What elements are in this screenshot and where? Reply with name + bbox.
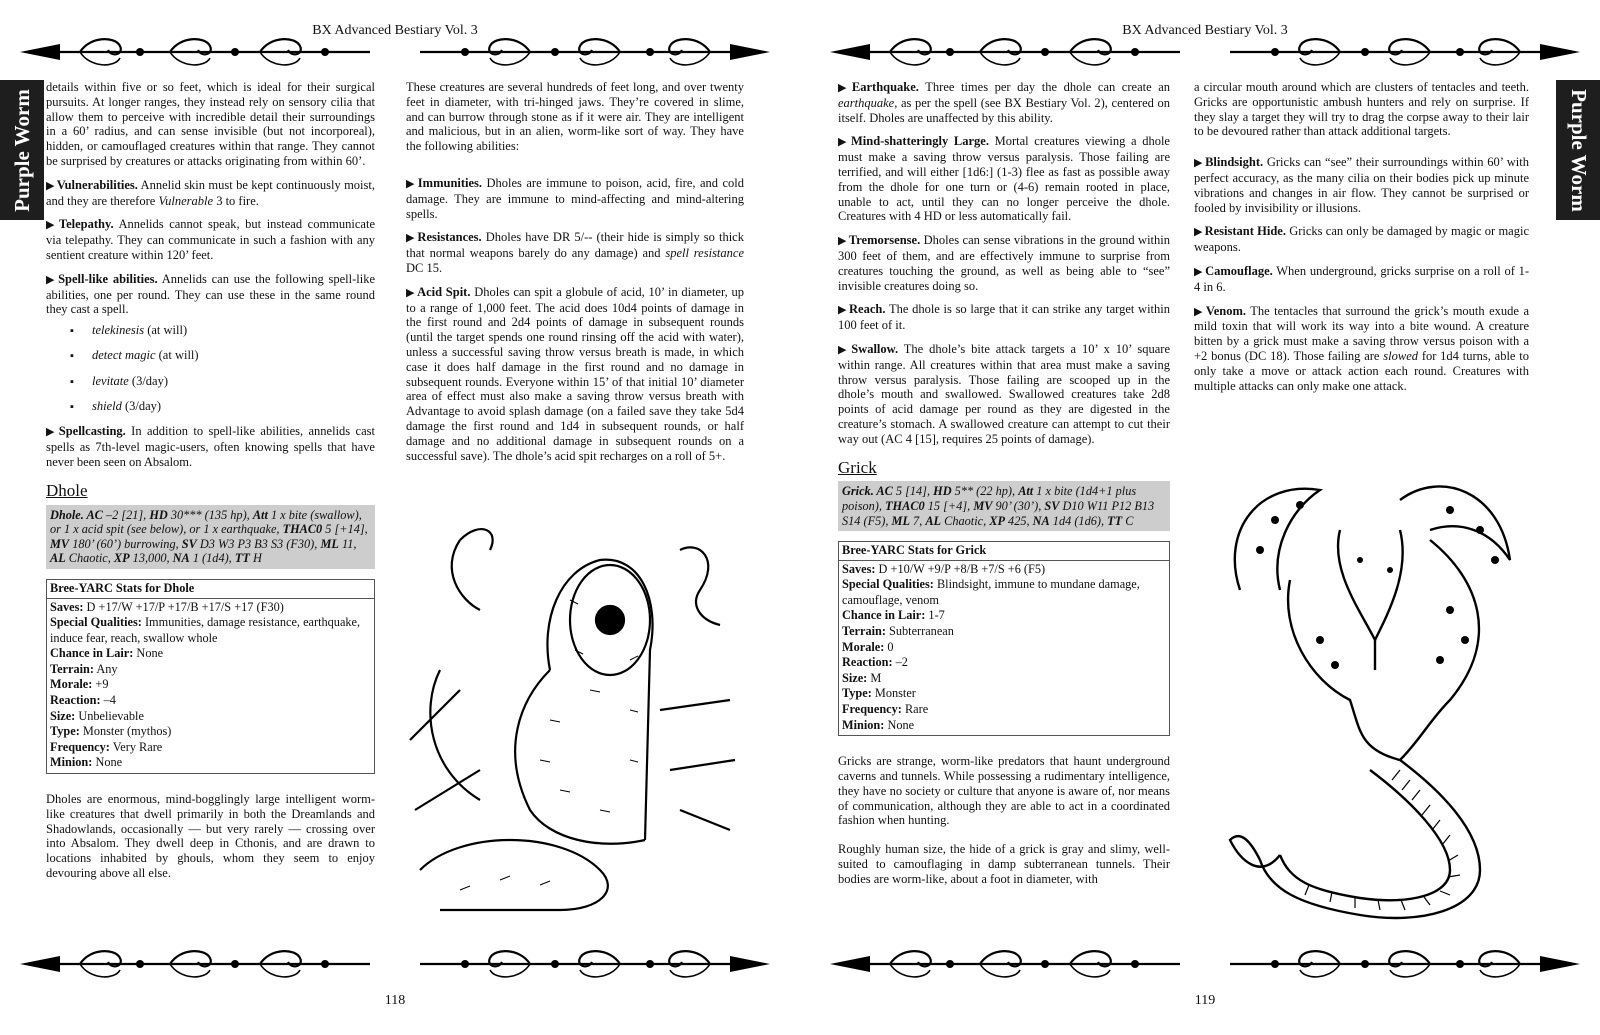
- stat-value: 30*** (135 hp),: [167, 507, 253, 522]
- ability-telepathy: [46, 217, 375, 262]
- stat-block-dhole: [46, 505, 375, 569]
- ability-name: Camouflage.: [1205, 263, 1273, 278]
- book-spine: [790, 0, 810, 1035]
- ability-text: for 1d4 turns, able to only take a move or attack action each round. Creatures with multiple attacks can only make one attack.: [1194, 348, 1529, 393]
- bree-value: None: [92, 755, 123, 770]
- stat-label: MV: [973, 498, 993, 513]
- bree-row: [842, 562, 1166, 578]
- triangle-bullet-icon: ▶: [838, 235, 847, 248]
- stat-value: 11,: [338, 536, 357, 551]
- ability-name: Tremorsense.: [848, 233, 921, 248]
- stat-value: 1d4 (1d6),: [1049, 513, 1108, 528]
- bree-label: Reaction:: [842, 655, 893, 670]
- ability-text: Dholes can sense vibrations in the ground within 300 feet of them, and are effectively immune to surprise from creatures touching the ground, as well as being able to “see” invisible creatures doing so.: [838, 233, 1170, 293]
- triangle-bullet-icon: ▶: [838, 136, 849, 149]
- ability-venom: [1194, 304, 1529, 394]
- bree-row: [842, 624, 1166, 640]
- spell-frequency: (at will): [144, 323, 188, 338]
- bree-value: 1-7: [925, 608, 945, 623]
- triangle-bullet-icon: ▶: [406, 177, 416, 190]
- bree-label: Terrain:: [842, 624, 886, 639]
- stat-value: C: [1122, 513, 1134, 528]
- bree-label: Type:: [50, 724, 80, 739]
- bree-yarc-box-dhole: [46, 579, 375, 774]
- bree-row: [50, 646, 371, 662]
- triangle-bullet-icon: ▶: [46, 273, 57, 286]
- stat-label: ML: [891, 513, 910, 528]
- ability-text: Gricks can “see” their surroundings within 60’ with perfect accuracy, as the many cilia on their bodies pick up minute vibrations and changes in air flow. They cannot be surprised or fooled by invisibility or illusions.: [1194, 155, 1529, 215]
- stat-label: AL: [50, 551, 66, 566]
- bree-row: [50, 709, 371, 725]
- ability-resistances: [406, 230, 744, 275]
- stat-label: Att: [252, 507, 268, 522]
- triangle-bullet-icon: ▶: [1194, 157, 1204, 170]
- paragraph: details within five or so feet, which is ideal for their surgical pursuits. At longer ranges, they instead rely on sensory cilia that allow them to perceive with incredible detail their surroundings in a 60’ radius, and can sense invisible (but not incorporeal), hidden, or camouflaged creatures within that range. They cannot be surprised by creatures or attacks originating from within 60’.: [46, 80, 375, 168]
- keyword: spell resistance: [665, 246, 744, 261]
- spell-frequency: (at will): [155, 348, 199, 363]
- ability-text: Annelids cannot speak, but instead communicate via telepathy. They can communicate in such a fashion with any sentient creature within 120’ feet.: [46, 217, 375, 262]
- stat-value: 1 x bite (swallow), or 1 x acid spit (see below), or 1 x earthquake,: [50, 507, 362, 537]
- triangle-bullet-icon: ▶: [1194, 265, 1204, 278]
- ability-text: When underground, gricks surprise on a roll of 1-4 in 6.: [1194, 263, 1529, 294]
- bree-row: [50, 755, 371, 771]
- stat-label: THAC0: [282, 522, 323, 537]
- stat-block-grick: [838, 481, 1170, 531]
- bree-value: Unbelievable: [75, 708, 144, 723]
- bree-row: [842, 671, 1166, 687]
- ability-spell-like: [46, 272, 375, 317]
- bree-yarc-title: Bree-YARC Stats for Dhole: [47, 580, 374, 599]
- ability-name: Resistances.: [417, 230, 482, 245]
- bree-label: Special Qualities:: [842, 577, 934, 592]
- bree-row: [50, 662, 371, 678]
- spell-list: [46, 323, 375, 415]
- triangle-bullet-icon: ▶: [406, 232, 416, 245]
- bree-value: Rare: [901, 702, 929, 717]
- stat-value: Chaotic,: [65, 551, 114, 566]
- ability-blindsight: [1194, 155, 1529, 215]
- bree-row: [842, 718, 1166, 734]
- ability-text: DC 15.: [406, 260, 443, 275]
- bree-label: Reaction:: [50, 693, 101, 708]
- stat-value: –2 [21],: [102, 507, 150, 522]
- triangle-bullet-icon: ▶: [838, 82, 850, 94]
- stat-label: AC: [83, 507, 103, 522]
- stat-label: AC: [873, 484, 893, 499]
- triangle-bullet-icon: ▶: [838, 343, 850, 356]
- ability-name: Spellcasting.: [58, 424, 126, 439]
- keyword: Vulnerable: [158, 193, 214, 208]
- bree-label: Special Qualities:: [50, 615, 142, 630]
- stat-label: SV: [1044, 498, 1060, 513]
- bree-label: Size:: [842, 670, 868, 685]
- section-heading-dhole: Dhole: [46, 480, 88, 500]
- stat-label: XP: [989, 513, 1005, 528]
- bree-value: –2: [892, 655, 908, 670]
- paragraph: Dholes are enormous, mind-bogglingly large intelligent worm-like creatures that dwell primarily in both the Dreamlands and Shadowlands, occasionally — but very rarely — crossing over into Absalom. They dwell deep in Cthonis, and are drawn to locations inhabited by ghouls, whom they seem to enjoy devouring above all else.: [46, 792, 375, 881]
- ability-text: The dhole is so large that it can strike any target within 100 feet of it.: [838, 302, 1170, 333]
- ability-name: Vulnerabilities.: [56, 177, 138, 192]
- stat-label: SV: [181, 536, 197, 551]
- ability-name: Swallow.: [851, 341, 899, 356]
- grick-illustration: [1200, 470, 1545, 935]
- ability-mind-shattering: [838, 134, 1170, 224]
- bree-yarc-title: Bree-YARC Stats for Grick: [839, 542, 1169, 561]
- ability-name: Resistant Hide.: [1204, 224, 1286, 239]
- stat-label: TT: [1107, 513, 1123, 528]
- bree-row: [50, 740, 371, 756]
- section-heading-grick: Grick: [838, 457, 877, 477]
- bree-label: Chance in Lair:: [50, 646, 134, 661]
- triangle-bullet-icon: ▶: [406, 286, 416, 299]
- bree-row: [842, 686, 1166, 702]
- bottom-ornament-right: [830, 950, 1580, 978]
- ability-name: Acid Spit.: [417, 284, 471, 299]
- list-item: [70, 399, 375, 415]
- left-page-column-1: [46, 80, 375, 881]
- stat-label: HD: [933, 484, 952, 499]
- bree-row: [842, 702, 1166, 718]
- section-tab-label: Purple Worm: [9, 88, 34, 212]
- bree-label: Type:: [842, 686, 872, 701]
- paragraph: These creatures are several hundreds of feet long, and over twenty feet in diameter, with tri-hinged jaws. They’re covered in slime, and can burrow through stone as if it were air. They are intelligent and malicious, but in an alien, worm-like sort of way. They have the following abilities:: [406, 80, 744, 154]
- running-header: BX Advanced Bestiary Vol. 3: [1122, 23, 1288, 38]
- left-page: [0, 0, 790, 1035]
- bree-row: [842, 608, 1166, 624]
- bree-row: [50, 677, 371, 693]
- bree-value: D +10/W +9/P +8/B +7/S +6 (F5): [875, 561, 1046, 576]
- ability-text: Three times per day the dhole can create an: [918, 80, 1170, 94]
- spell-name: detect magic: [92, 348, 156, 363]
- stat-value: 5 [+14],: [322, 522, 368, 537]
- triangle-bullet-icon: ▶: [46, 219, 57, 232]
- ability-text: The dhole’s bite attack targets a 10’ x 10’ square within range. All creatures within that area must make a saving throw versus paralysis. Those failing are scooped up in the dhole’s mouth and swallowed. Swallowed creatures take 2d8 points of acid damage per round as they are digested in the creature’s stomach. A swallowed creature can attempt to cut their way out (AC 4 [15], requires 25 points of damage).: [838, 341, 1170, 446]
- left-page-column-2: [406, 80, 744, 472]
- ability-text: Gricks can only be damaged by magic or magic weapons.: [1194, 224, 1529, 255]
- bree-value: None: [133, 646, 164, 661]
- stat-value: D10 W11 P12 B13 S14 (F5),: [842, 498, 1155, 528]
- bree-row: [842, 640, 1166, 656]
- ability-tremorsense: [838, 233, 1170, 293]
- stat-value: 5 [14],: [892, 484, 934, 499]
- stat-value: 90’ (30’),: [992, 498, 1045, 513]
- ability-text: Dholes are immune to poison, acid, fire, and cold damage. They are immune to mind-affecting and mind-altering spells.: [406, 175, 744, 221]
- ability-name: Venom.: [1205, 303, 1246, 318]
- stat-value: D3 W3 P3 B3 S3 (F30),: [196, 536, 321, 551]
- ability-immunities: [406, 176, 744, 221]
- stat-label: AL: [925, 513, 942, 528]
- ability-earthquake: [838, 80, 1170, 125]
- spell-name: telekinesis: [92, 323, 145, 338]
- stat-value: 1 (1d4),: [189, 551, 235, 566]
- bree-label: Saves:: [50, 599, 84, 614]
- stat-value: 180’ (60’) burrowing,: [69, 536, 182, 551]
- bree-label: Morale:: [50, 677, 93, 692]
- stat-label: Att: [1018, 484, 1034, 499]
- bottom-ornament-left: [20, 950, 770, 978]
- bree-value: Immunities, damage resistance, earthquake, induce fear, reach, swallow whole: [50, 615, 361, 645]
- keyword: slowed: [1383, 348, 1419, 363]
- bree-value: Any: [93, 661, 118, 676]
- page-number: 118: [384, 993, 406, 1008]
- ability-text: Dholes can spit a globule of acid, 10’ in diameter, up to a range of 1,000 feet. The acid does 10d4 points of damage in the first round and 2d4 points of damage in subsequent rounds (until the target spends one round rinsing off the acid with water), unless a successful saving throw versus breath is made, in which case it does half damage in the first round and no damage in subsequent rounds. Everyone within 15’ of that initial 10’ diameter area of effect must also make a saving throw versus breath with Advantage to avoid splash damage (on a failed save they take 5d4 damage the first round and 1d4 in subsequent rounds, or half damage and no additional damage in subsequent rounds on a successful save). The dhole’s acid spit recharges on a roll of 5+.: [406, 284, 744, 463]
- ability-vulnerabilities: [46, 178, 375, 209]
- page-number: 119: [1194, 993, 1216, 1008]
- stat-label: TT: [234, 551, 250, 566]
- triangle-bullet-icon: ▶: [46, 426, 57, 439]
- ability-text: , as per the spell (see BX Bestiary Vol. 2), centered on itself. Dholes are unaffected by this ability.: [838, 95, 1170, 125]
- ability-swallow: [838, 342, 1170, 447]
- ability-name: Reach.: [849, 302, 886, 317]
- ability-text: Annelids can use the following spell-like abilities, one per round. They can use these in the same round they cast a spell.: [46, 271, 375, 317]
- stat-value: H: [249, 551, 262, 566]
- ability-text: Dholes have DR 5/-- (their hide is simply so thick that normal weapons barely do any damage) and: [406, 230, 744, 261]
- section-tab-label: Purple Worm: [1566, 88, 1591, 212]
- right-page-column-1: [838, 80, 1170, 887]
- bree-row: [50, 600, 371, 616]
- bree-value: Blindsight, immune to mundane damage, camouflage, venom: [842, 577, 1140, 607]
- bree-row: [50, 615, 371, 646]
- ability-spellcasting: [46, 424, 375, 469]
- ability-name: Earthquake.: [851, 80, 919, 94]
- ability-acid-spit: [406, 285, 744, 464]
- bree-row: [50, 693, 371, 709]
- ability-name: Immunities.: [417, 175, 483, 190]
- section-tab: [1556, 80, 1600, 220]
- bree-value: None: [884, 717, 915, 732]
- stat-value: 425,: [1004, 513, 1033, 528]
- bree-label: Morale:: [842, 639, 885, 654]
- bree-value: Subterranean: [885, 624, 954, 639]
- ability-text: Mortal creatures viewing a dhole must make a saving throw versus paralysis. Those failing are terrified, and will either [1d6:] (1-3) flee as fast as possible away from the dhole for one turn or (4-6) remain rooted in place, unable to act, until they can no longer perceive the dhole. Creatures with 4 HD or less automatically fail.: [838, 134, 1170, 224]
- ability-name: Spell-like abilities.: [58, 271, 158, 286]
- bree-yarc-box-grick: [838, 541, 1170, 736]
- running-header: BX Advanced Bestiary Vol. 3: [312, 23, 478, 38]
- top-ornament-right: [830, 38, 1580, 66]
- bree-value: –4: [100, 693, 116, 708]
- ability-text: 3 to fire.: [213, 193, 259, 208]
- ability-reach: [838, 302, 1170, 333]
- spell-frequency: (3/day): [128, 373, 169, 388]
- stat-name: Grick.: [842, 484, 874, 499]
- stat-value: 1 x bite (1d4+1 plus poison),: [842, 484, 1137, 513]
- stat-label: MV: [50, 536, 70, 551]
- bree-value: 0: [884, 639, 894, 654]
- bree-label: Frequency:: [842, 702, 902, 717]
- right-page: [810, 0, 1600, 1035]
- bree-value: Monster (mythos): [79, 724, 172, 739]
- stat-label: XP: [113, 551, 130, 566]
- bree-label: Chance in Lair:: [842, 608, 926, 623]
- right-page-column-2: [1194, 80, 1529, 402]
- stat-label: ML: [320, 536, 339, 551]
- bree-label: Size:: [50, 708, 76, 723]
- ability-name: Telepathy.: [58, 217, 114, 232]
- list-item: [70, 323, 375, 339]
- bree-row: [842, 655, 1166, 671]
- stat-value: 5** (22 hp),: [951, 484, 1019, 499]
- spell-name: shield: [92, 399, 122, 414]
- stat-label: NA: [172, 551, 190, 566]
- dhole-illustration: [400, 510, 745, 930]
- spell-name: levitate: [92, 373, 129, 388]
- stat-value: 13,000,: [129, 551, 173, 566]
- triangle-bullet-icon: ▶: [1194, 305, 1204, 318]
- bree-label: Minion:: [50, 755, 93, 770]
- stat-label: HD: [149, 507, 168, 522]
- stat-value: 15 [+4],: [924, 498, 974, 513]
- ability-name: Mind-shatteringly Large.: [851, 134, 989, 149]
- stat-value: Chaotic,: [941, 513, 990, 528]
- ability-name: Blindsight.: [1205, 155, 1264, 170]
- spell-frequency: (3/day): [121, 399, 162, 414]
- bree-value: D +17/W +17/P +17/B +17/S +17 (F30): [83, 599, 284, 614]
- top-ornament-left: [20, 38, 770, 66]
- bree-label: Minion:: [842, 717, 885, 732]
- ability-text: Annelid skin must be kept continuously moist, and they are therefore: [46, 177, 375, 208]
- ability-text: The tentacles that surround the grick’s mouth exude a mild toxin that will work its way into a bite wound. A creature bitten by a grick must make a saving throw versus poison with a +2 bonus (DC 18). Those failing are: [1194, 303, 1529, 363]
- bree-value: Monster: [871, 686, 916, 701]
- ability-text: In addition to spell-like abilities, annelids cast spells as 7th-level magic-users, often knowing spells that have never been seen on Absalom.: [46, 424, 375, 469]
- triangle-bullet-icon: ▶: [1194, 226, 1203, 239]
- bree-label: Frequency:: [50, 739, 110, 754]
- ability-camouflage: [1194, 264, 1529, 295]
- bree-label: Terrain:: [50, 661, 94, 676]
- bree-value: +9: [92, 677, 109, 692]
- stat-name: Dhole.: [50, 507, 84, 522]
- bree-label: Saves:: [842, 561, 876, 576]
- stat-value: 7,: [909, 513, 926, 528]
- triangle-bullet-icon: ▶: [838, 304, 848, 317]
- stat-label: THAC0: [885, 498, 925, 513]
- paragraph: Roughly human size, the hide of a grick is gray and slimy, well-suited to camouflaging in damp subterranean tunnels. Their bodies are worm-like, about a foot in diameter, with: [838, 842, 1170, 886]
- list-item: [70, 374, 375, 390]
- bree-value: M: [867, 670, 882, 685]
- bree-value: Very Rare: [109, 739, 163, 754]
- ability-resistant-hide: [1194, 224, 1529, 255]
- paragraph: Gricks are strange, worm-like predators that haunt underground caverns and tunnels. While possessing a rudimentary intelligence, they have no society or culture that anyone is aware of, nor means of communication, although they are able to act in a coordinated fashion when hunting.: [838, 754, 1170, 828]
- paragraph: a circular mouth around which are clusters of tentacles and teeth. Gricks are opportunistic ambush hunters and rely on surprise. If they slay a target they will try to drag the corpse away to their lair to be devoured rather than attack additional targets.: [1194, 80, 1529, 139]
- keyword: earthquake: [838, 95, 895, 110]
- list-item: [70, 348, 375, 364]
- bree-row: [50, 724, 371, 740]
- section-tab: [0, 80, 44, 220]
- triangle-bullet-icon: ▶: [46, 179, 55, 192]
- stat-label: NA: [1032, 513, 1050, 528]
- bree-row: [842, 577, 1166, 608]
